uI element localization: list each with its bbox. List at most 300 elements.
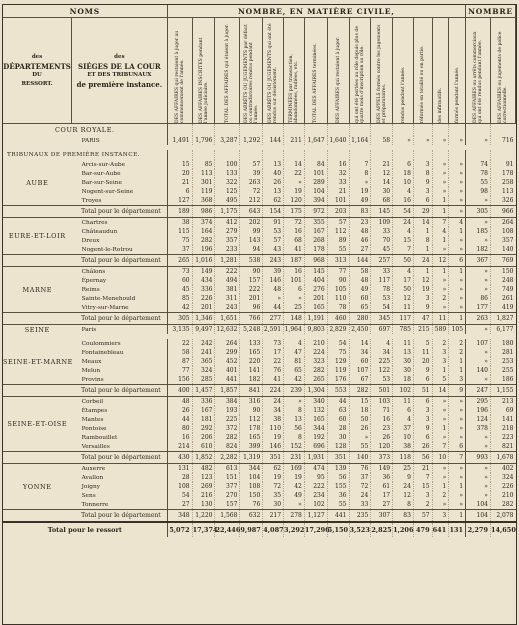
value-cell: 6 (167, 187, 192, 196)
value-cell: 538 (240, 255, 263, 267)
department-total-row (3, 255, 516, 267)
total-label: Total pour le département (3, 452, 167, 464)
value-cell: 34 (263, 406, 284, 415)
value-cell: 1,292 (240, 136, 263, 145)
noms-heading: NOMS (3, 5, 167, 18)
value-cell: 122 (371, 366, 393, 375)
value-cell: 2,279 (466, 522, 491, 537)
value-cell: 452 (215, 357, 240, 366)
value-cell: 1 (449, 227, 466, 236)
value-cell: 6 (413, 196, 432, 206)
value-cell: 345 (371, 313, 393, 325)
value-cell: 12 (393, 491, 414, 500)
value-cell: 120 (371, 442, 393, 452)
value-cell: 133 (215, 169, 240, 178)
value-cell: 6 (393, 406, 414, 415)
value-cell: 105 (449, 325, 466, 335)
value-cell: 73 (263, 339, 284, 348)
value-cell: 87 (167, 357, 192, 366)
value-cell: 62 (263, 196, 284, 206)
value-cell: 152 (284, 442, 305, 452)
value-cell: » (466, 285, 491, 294)
value-cell: 1,964 (284, 325, 305, 335)
value-cell: 336 (192, 285, 215, 294)
value-cell: 351 (327, 452, 349, 464)
value-cell: 972 (304, 206, 327, 218)
value-cell: 23 (371, 424, 393, 433)
column-header-3 (215, 18, 240, 124)
value-cell: 49 (349, 285, 371, 294)
value-cell: 165 (240, 348, 263, 357)
value-cell: 632 (240, 510, 263, 523)
value-cell: 72 (263, 482, 284, 491)
value-cell: 217 (263, 510, 284, 523)
value-cell: 1 (432, 267, 449, 277)
column-header-13 (432, 18, 449, 124)
value-cell: 48 (167, 397, 192, 407)
value-cell: 8 (284, 406, 305, 415)
value-cell: 140 (490, 245, 515, 255)
empty-cell (432, 150, 449, 160)
value-cell: 58 (349, 267, 371, 277)
department-name: SEINE-ET-MARNE (3, 357, 74, 366)
value-cell: 222 (304, 482, 327, 491)
value-cell: 57 (413, 510, 432, 523)
value-cell: 19 (284, 187, 305, 196)
value-cell: 19 (284, 473, 305, 482)
value-cell: 73 (167, 267, 192, 277)
siege-name: Melun (81, 367, 101, 374)
value-cell: » (466, 357, 491, 366)
value-cell: 400 (167, 385, 192, 397)
value-cell: 15 (349, 397, 371, 407)
value-cell: 6 (413, 375, 432, 385)
value-cell: 419 (490, 303, 515, 313)
column-header-text: DES AFFAIRES INSCRITES pendant l'année judiciaire. (198, 37, 209, 123)
table-row (3, 482, 516, 491)
value-cell: 60 (327, 415, 349, 424)
value-cell: 355 (304, 218, 327, 228)
department-total-row (3, 206, 516, 218)
value-cell: 2 (449, 348, 466, 357)
value-cell: 402 (490, 464, 515, 474)
value-cell: 441 (215, 375, 240, 385)
value-cell: 3,135 (167, 325, 192, 335)
siege-name: PARIS (81, 137, 100, 144)
value-cell: 45 (167, 285, 192, 294)
empty-cell (192, 124, 215, 137)
value-cell: » (449, 303, 466, 313)
value-cell: 1,164 (349, 136, 371, 145)
value-cell: 77 (327, 267, 349, 277)
value-cell: 282 (192, 236, 215, 245)
value-cell: 55 (327, 245, 349, 255)
value-cell: 7 (349, 160, 371, 169)
value-cell: 292 (192, 424, 215, 433)
total-label: Total pour le département (3, 206, 167, 218)
value-cell: 182 (240, 375, 263, 385)
value-cell: 150 (490, 267, 515, 277)
column-header-text: DES AFFAIRES ou arrêts commerciaux qui ont été rendus pendant l'année. (473, 31, 483, 123)
value-cell: 53 (371, 375, 393, 385)
value-cell: 210 (490, 491, 515, 500)
value-cell: 295 (466, 397, 491, 407)
value-cell: » (449, 491, 466, 500)
siege-name: Bar-sur-Aube (81, 170, 121, 177)
value-cell: 14 (349, 339, 371, 348)
value-cell: 16 (371, 415, 393, 424)
value-cell: 1,852 (192, 452, 215, 464)
value-cell: 14 (413, 218, 432, 228)
value-cell: » (466, 433, 491, 442)
value-cell: 12 (393, 294, 414, 303)
empty-cell (263, 124, 284, 137)
column-header-text: DES AFFAIRES qui restaient à juger au commencement de l'année. (174, 30, 185, 123)
value-cell: 96 (240, 303, 263, 313)
value-cell: 128 (327, 442, 349, 452)
value-cell: 12 (413, 276, 432, 285)
value-cell: 110 (263, 424, 284, 433)
value-cell: 214 (167, 442, 192, 452)
value-cell: 7 (413, 473, 432, 482)
value-cell: 5,072 (167, 522, 192, 537)
value-cell: 68 (371, 196, 393, 206)
value-cell: 58 (371, 136, 393, 145)
value-cell: 33 (371, 227, 393, 236)
value-cell: 91 (263, 218, 284, 228)
value-cell: 474 (304, 464, 327, 474)
value-cell: 201 (240, 294, 263, 303)
column-header-16 (490, 18, 515, 124)
value-cell: » (466, 473, 491, 482)
siege-name: Sainte-Menehould (81, 295, 136, 302)
value-cell: 412 (215, 218, 240, 228)
value-cell: 146 (263, 276, 284, 285)
value-cell: » (449, 169, 466, 178)
siege-header-line-3: ET DES TRIBUNAUX (87, 71, 152, 78)
value-cell: 307 (371, 510, 393, 523)
value-cell: 132 (304, 406, 327, 415)
value-cell: 18 (393, 375, 414, 385)
value-cell: 378 (466, 424, 491, 433)
value-cell: » (449, 294, 466, 303)
value-cell: 61 (371, 482, 393, 491)
value-cell: 154 (263, 206, 284, 218)
value-cell: 72 (349, 482, 371, 491)
column-header-11 (393, 18, 414, 124)
value-cell: 54 (167, 491, 192, 500)
value-cell: 323 (304, 357, 327, 366)
empty-cell (413, 150, 432, 160)
value-cell: » (349, 433, 371, 442)
value-cell: 610 (192, 442, 215, 452)
value-cell: 1 (432, 196, 449, 206)
value-cell: » (432, 160, 449, 169)
value-cell: 4 (371, 339, 393, 348)
value-cell: 27 (349, 245, 371, 255)
value-cell: 479 (413, 522, 432, 537)
value-cell: » (449, 178, 466, 187)
value-cell: 125 (215, 187, 240, 196)
siege-name: Auxerre (81, 465, 106, 472)
value-cell: 351 (263, 452, 284, 464)
value-cell: 824 (215, 442, 240, 452)
value-cell: 17,296 (304, 522, 327, 537)
empty-cell (215, 150, 240, 160)
value-cell: 32 (327, 169, 349, 178)
value-cell: » (449, 500, 466, 510)
value-cell: 14,650 (490, 522, 515, 537)
value-cell: 1,457 (192, 385, 215, 397)
value-cell: 108 (490, 227, 515, 236)
value-cell: 21 (327, 187, 349, 196)
value-cell: 165 (240, 433, 263, 442)
value-cell: » (449, 285, 466, 294)
department-name: EURE-ET-LOIR (8, 232, 66, 240)
value-cell: » (449, 433, 466, 442)
siege-header-line-1: des (114, 53, 125, 60)
column-header-7 (304, 18, 327, 124)
value-cell: 177 (466, 303, 491, 313)
table-row (3, 339, 516, 348)
value-cell: 50 (393, 285, 414, 294)
value-cell: 3 (449, 375, 466, 385)
dept-header-line-3: DU (32, 71, 42, 78)
siege-name: Châteaudun (81, 228, 118, 235)
value-cell: 23 (349, 218, 371, 228)
value-cell: 4 (393, 267, 414, 277)
value-cell: 148 (284, 313, 305, 325)
value-cell: 24 (263, 397, 284, 407)
value-cell: 716 (490, 136, 515, 145)
value-cell: 344 (304, 424, 327, 433)
value-cell: 2 (413, 500, 432, 510)
value-cell: 144 (263, 136, 284, 145)
siege-name: Mantes (81, 416, 104, 423)
value-cell: 9 (413, 303, 432, 313)
value-cell: » (466, 218, 491, 228)
value-cell: 986 (192, 206, 215, 218)
value-cell: 1 (432, 482, 449, 491)
value-cell: 16 (393, 196, 414, 206)
value-cell: 4,087 (263, 522, 284, 537)
value-cell: 589 (432, 325, 449, 335)
department-name: YONNE (22, 482, 52, 491)
empty-cell (327, 124, 349, 137)
value-cell: 60 (349, 294, 371, 303)
value-cell: » (449, 196, 466, 206)
value-cell: 108 (240, 482, 263, 491)
value-cell: 157 (215, 500, 240, 510)
value-cell: 501 (371, 385, 393, 397)
value-cell: 14 (371, 178, 393, 187)
table-row (3, 303, 516, 313)
value-cell: 164 (192, 227, 215, 236)
value-cell: 2,591 (263, 325, 284, 335)
value-cell: 4 (393, 415, 414, 424)
value-cell: » (413, 136, 432, 145)
value-cell: » (432, 397, 449, 407)
value-cell: 4 (449, 218, 466, 228)
value-cell: 107 (349, 366, 371, 375)
table-row (3, 236, 516, 245)
value-cell: 42 (284, 482, 305, 491)
table-row (3, 433, 516, 442)
value-cell: 1 (449, 313, 466, 325)
value-cell: 48 (349, 276, 371, 285)
column-header-2 (192, 18, 215, 124)
value-cell: 264 (490, 218, 515, 228)
value-cell: 2,450 (349, 325, 371, 335)
value-cell: 6 (413, 433, 432, 442)
empty-cell (240, 124, 263, 137)
value-cell: 71 (371, 406, 393, 415)
empty-cell (215, 124, 240, 137)
value-cell: 785 (393, 325, 414, 335)
table-row (3, 196, 516, 206)
value-cell: 201 (304, 294, 327, 303)
value-cell: 40 (263, 169, 284, 178)
value-cell: 374 (192, 218, 215, 228)
table-row (3, 218, 516, 228)
value-cell: » (432, 406, 449, 415)
value-cell: 21 (413, 464, 432, 474)
value-cell: 18 (393, 169, 414, 178)
siege-name: Dreux (81, 237, 100, 244)
value-cell: 289 (304, 178, 327, 187)
section-title: COUR ROYALE. (54, 126, 115, 134)
value-cell: 279 (215, 227, 240, 236)
empty-cell (192, 150, 215, 160)
value-cell: 99 (240, 227, 263, 236)
column-header-8 (327, 18, 349, 124)
value-cell: 216 (192, 491, 215, 500)
value-cell: 11 (393, 339, 414, 348)
value-cell: » (432, 285, 449, 294)
value-cell: 9 (449, 385, 466, 397)
value-cell: 42 (284, 375, 305, 385)
value-cell: 12 (371, 169, 393, 178)
value-cell: 10 (393, 433, 414, 442)
value-cell: » (449, 136, 466, 145)
value-cell: 196 (466, 406, 491, 415)
value-cell: 2,282 (215, 452, 240, 464)
value-cell: 263 (466, 313, 491, 325)
empty-cell (327, 150, 349, 160)
value-cell: 89 (327, 236, 349, 245)
siege-name: Nogent-le-Rotrou (81, 246, 133, 253)
empty-cell (490, 124, 515, 137)
value-cell: 326 (490, 196, 515, 206)
value-cell: 258 (490, 178, 515, 187)
value-cell: 35 (263, 491, 284, 500)
value-cell: 278 (284, 510, 305, 523)
siege-name: Reims (81, 286, 100, 293)
empty-cell (371, 124, 393, 137)
value-cell: 115 (167, 227, 192, 236)
value-cell: 22,446 (215, 522, 240, 537)
value-cell: 1 (432, 366, 449, 375)
value-cell: 36 (371, 473, 393, 482)
column-header-14 (449, 18, 466, 124)
value-cell: 201 (192, 303, 215, 313)
value-cell: » (449, 406, 466, 415)
value-cell: 2,078 (490, 510, 515, 523)
value-cell: 213 (490, 397, 515, 407)
value-cell: 37 (167, 245, 192, 255)
value-cell: 15 (167, 160, 192, 169)
value-cell: 78 (371, 285, 393, 294)
value-cell: 24 (393, 482, 414, 491)
value-cell: 75 (327, 348, 349, 357)
value-cell: 1,220 (192, 510, 215, 523)
value-cell: 1 (449, 482, 466, 491)
value-cell: 285 (192, 375, 215, 385)
value-cell: 368 (192, 196, 215, 206)
value-cell: 4 (393, 187, 414, 196)
siege-name: Provins (81, 376, 104, 383)
empty-cell (304, 150, 327, 160)
value-cell: 8 (349, 169, 371, 178)
department-total-row (3, 510, 516, 523)
value-cell: 281 (490, 348, 515, 357)
grand-total-row (3, 522, 516, 537)
value-cell: 34 (349, 348, 371, 357)
value-cell: 27 (167, 500, 192, 510)
empty-cell (432, 124, 449, 137)
value-cell: 70 (371, 236, 393, 245)
value-cell: » (466, 267, 491, 277)
value-cell: 156 (167, 375, 192, 385)
value-cell: 50 (393, 255, 414, 267)
value-cell: » (449, 236, 466, 245)
value-cell: 9,497 (192, 325, 215, 335)
value-cell: 21 (371, 160, 393, 169)
value-cell: » (449, 206, 466, 218)
value-cell: 72 (240, 187, 263, 196)
dept-cell (3, 136, 72, 145)
value-cell: 16 (167, 433, 192, 442)
value-cell: 215 (413, 325, 432, 335)
value-cell: 53 (263, 227, 284, 236)
value-cell: » (449, 473, 466, 482)
value-cell: 55 (466, 178, 491, 187)
value-cell: 102 (304, 500, 327, 510)
empty-cell (466, 124, 491, 137)
value-cell: » (432, 303, 449, 313)
value-cell: 377 (215, 482, 240, 491)
value-cell: 1 (432, 206, 449, 218)
empty-cell (349, 150, 371, 160)
value-cell: 149 (371, 464, 393, 474)
value-cell: 241 (192, 348, 215, 357)
value-cell: 299 (215, 348, 240, 357)
empty-cell (167, 150, 192, 160)
value-cell: 1,796 (192, 136, 215, 145)
value-cell: 101 (304, 169, 327, 178)
value-cell: 265 (304, 375, 327, 385)
value-cell: 38 (263, 415, 284, 424)
value-cell: 242 (192, 339, 215, 348)
value-cell: 6,177 (490, 325, 515, 335)
table-row (3, 397, 516, 407)
value-cell: 104 (304, 187, 327, 196)
value-cell: 769 (490, 255, 515, 267)
value-cell: 373 (371, 452, 393, 464)
value-cell: 1 (413, 227, 432, 236)
value-cell: 167 (304, 227, 327, 236)
value-cell: 255 (490, 366, 515, 375)
